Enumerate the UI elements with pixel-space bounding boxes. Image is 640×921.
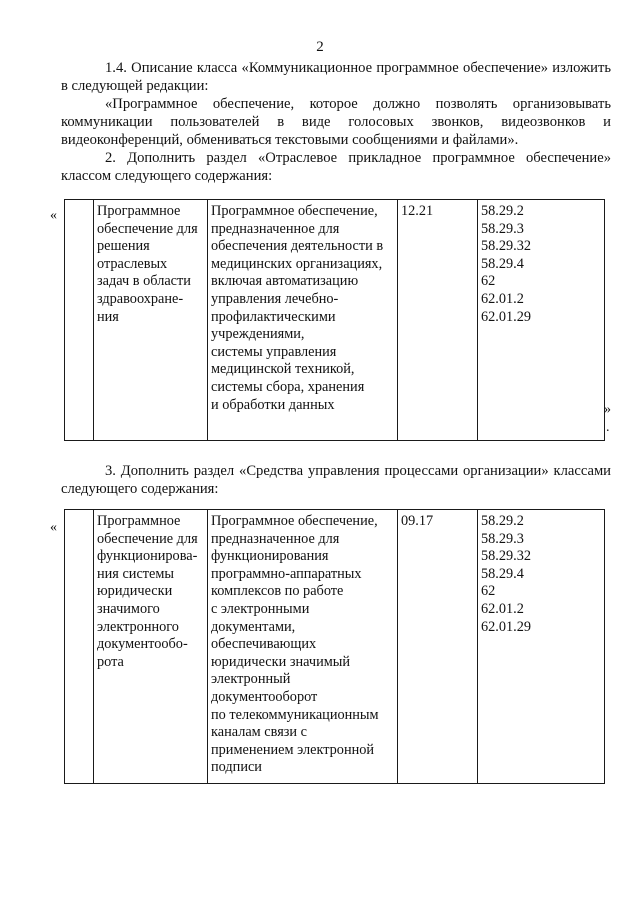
class-code-cell: 09.17 [398,510,478,784]
table-healthcare-class [64,199,605,441]
table-row [65,200,605,441]
table-2-open-quote: « [50,520,57,535]
paragraph-1-4: 1.4. Описание класса «Коммуникационное программное обеспечение» изложить в следующей редакции: [61,60,611,94]
class-description-cell: Программное обеспечение, предназначенное для функционирования программно-аппаратных комплексов по работе с электронными документами, обеспечивающих юридически значимый электронный документооборот по телекоммуникационным каналам связи с применением электронной подписи [208,510,398,784]
table-cell-empty [65,200,94,441]
table-edo-class [64,509,605,784]
table-1-open-quote: « [50,208,57,223]
table-1-close-quote: » [604,402,611,417]
table-cell-empty [65,510,94,784]
table-row [65,510,605,784]
okved-codes-cell: 58.29.2 58.29.3 58.29.32 58.29.4 62 62.01.2 62.01.29 [478,510,605,784]
paragraph-2: 2. Дополнить раздел «Отраслевое прикладное программное обеспечение» классом следующего содержания: [61,150,611,184]
class-code-cell: 12.21 [398,200,478,441]
class-name-cell: Программное обеспечение для функционирова- ния системы юридически значимого электронного документообо- рота [94,510,208,784]
paragraph-1-4-quote: «Программное обеспечение, которое должно позволять организовывать коммуникации пользователей в виде голосовых звонков, видеозвонков и видеоконференций, обмениваться текстовыми сообщениями и файлами». [61,96,611,148]
class-description-cell: Программное обеспечение, предназначенное для обеспечения деятельности в медицинских организациях, включая автоматизацию управления лечебно- профилактическими учреждениями, системы управления медицинской техникой, системы сбора, хранения и обработки данных [208,200,398,441]
class-name-cell: Программное обеспечение для решения отраслевых задач в области здравоохране- ния [94,200,208,441]
table-1-trailing-mark: . [606,420,610,435]
page-number: 2 [316,39,324,55]
okved-codes-cell: 58.29.2 58.29.3 58.29.32 58.29.4 62 62.01.2 62.01.29 [478,200,605,441]
paragraph-3: 3. Дополнить раздел «Средства управления процессами организации» классами следующего содержания: [61,463,611,497]
